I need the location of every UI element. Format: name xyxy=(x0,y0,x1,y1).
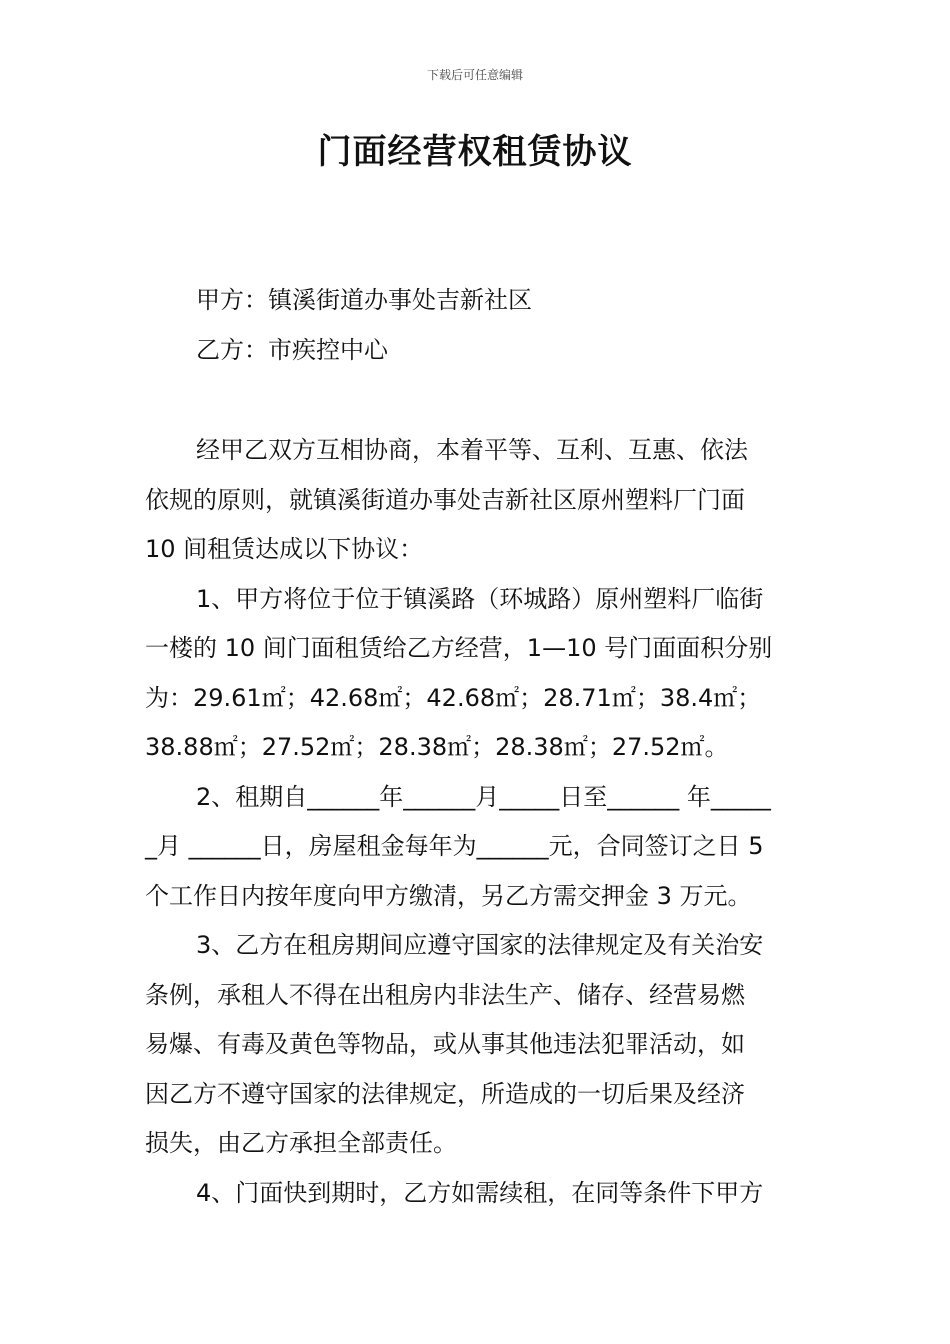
body-line: 损失，由乙方承担全部责任。 xyxy=(145,1129,457,1157)
header-note: 下载后可任意编辑 xyxy=(426,68,523,82)
party-a: 甲方：镇溪街道办事处吉新社区 xyxy=(196,286,532,314)
body-line: 个工作日内按年度向甲方缴清，另乙方需交押金 3 万元。 xyxy=(145,881,752,910)
body-line: 为：29.61㎡；42.68㎡；42.68㎡；28.71㎡；38.4㎡； xyxy=(145,683,762,712)
body-line: _月 ______日，房屋租金每年为______元，合同签订之日 5 xyxy=(145,832,764,860)
body-line: 一楼的 10 间门面租赁给乙方经营，1—10 号门面面积分别 xyxy=(145,634,773,662)
body-line: 38.88㎡；27.52㎡；28.38㎡；28.38㎡；27.52㎡。 xyxy=(145,733,729,761)
body-line: 4、门面快到期时，乙方如需续租，在同等条件下甲方 xyxy=(196,1178,764,1207)
body-line: 依规的原则，就镇溪街道办事处吉新社区原州塑料厂门面 xyxy=(145,485,745,514)
body-line: 10 间租赁达成以下协议： xyxy=(145,535,424,563)
party-b: 乙方：市疾控中心 xyxy=(196,336,388,364)
body-line: 因乙方不遵守国家的法律规定，所造成的一切后果及经济 xyxy=(145,1079,745,1108)
body-line: 易爆、有毒及黄色等物品，或从事其他违法犯罪活动，如 xyxy=(145,1030,745,1058)
body-line: 2、租期自______年______月_____日至______ 年_____ xyxy=(196,782,771,811)
body-line: 条例，承租人不得在出租房内非法生产、储存、经营易燃 xyxy=(145,980,745,1009)
agreement-body xyxy=(145,426,807,1218)
document-title: 门面经营权租赁协议 xyxy=(317,132,633,172)
body-line: 1、甲方将位于位于镇溪路（环城路）原州塑料厂临街 xyxy=(196,584,764,613)
body-line: 经甲乙双方互相协商，本着平等、互利、互惠、依法 xyxy=(196,436,748,464)
body-line: 3、乙方在租房期间应遵守国家的法律规定及有关治安 xyxy=(196,931,764,959)
